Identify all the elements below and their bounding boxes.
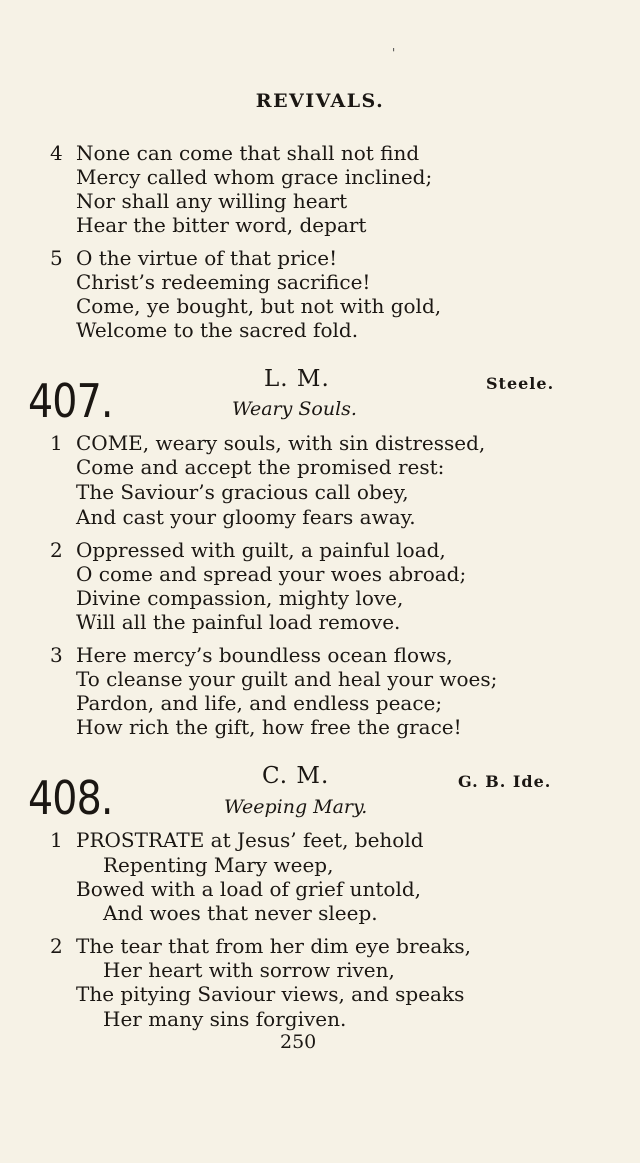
- page-header: REVIVALS.: [255, 90, 385, 112]
- hymn-meter: C. M.: [262, 763, 330, 789]
- verse-line: To cleanse your guilt and heal your woes;: [76, 667, 498, 691]
- hymn-meter: L. M.: [264, 366, 330, 392]
- hymn-author: G. B. Ide.: [458, 772, 552, 791]
- stanza-number: 3: [50, 643, 63, 667]
- verse-line: Here mercy’s boundless ocean flows,: [76, 643, 453, 667]
- hymn-number: 407.: [28, 374, 113, 428]
- hymn-title: Weary Souls.: [232, 398, 357, 420]
- verse-line: COME, weary souls, with sin distressed,: [76, 431, 486, 455]
- verse-line: Oppressed with guilt, a painful load,: [76, 538, 446, 562]
- verse-line: Will all the painful load remove.: [76, 610, 401, 634]
- verse-line: Divine compassion, mighty love,: [76, 586, 404, 610]
- verse-line: Come, ye bought, but not with gold,: [76, 294, 442, 318]
- margin-mark: ': [392, 46, 396, 60]
- stanza-number: 1: [50, 828, 63, 852]
- verse-line: O come and spread your woes abroad;: [76, 562, 467, 586]
- hymn-number: 408.: [28, 771, 113, 825]
- verse-line: Pardon, and life, and endless peace;: [76, 691, 443, 715]
- verse-line: The tear that from her dim eye breaks,: [76, 934, 472, 958]
- hymn-title: Weeping Mary.: [224, 796, 368, 818]
- stanza-number: 2: [50, 934, 63, 958]
- verse-line: The pitying Saviour views, and speaks: [76, 982, 465, 1006]
- stanza-number: 1: [50, 431, 63, 455]
- verse-line: Mercy called whom grace inclined;: [76, 165, 433, 189]
- stanza-number: 5: [50, 246, 63, 270]
- verse-line: How rich the gift, how free the grace!: [76, 715, 462, 739]
- verse-line: Repenting Mary weep,: [103, 853, 334, 877]
- verse-line: Her heart with sorrow riven,: [103, 958, 395, 982]
- stanza-number: 4: [50, 141, 63, 165]
- verse-line: Hear the bitter word, depart: [76, 213, 367, 237]
- verse-line: Come and accept the promised rest:: [76, 455, 445, 479]
- verse-line: O the virtue of that price!: [76, 246, 338, 270]
- verse-line: PROSTRATE at Jesus’ feet, behold: [76, 828, 424, 852]
- verse-line: Bowed with a load of grief untold,: [76, 877, 421, 901]
- verse-line: The Saviour’s gracious call obey,: [76, 480, 409, 504]
- verse-line: Her many sins forgiven.: [103, 1007, 347, 1031]
- verse-line: And cast your gloomy fears away.: [76, 505, 416, 529]
- page-number: 250: [280, 1031, 317, 1053]
- verse-line: None can come that shall not find: [76, 141, 420, 165]
- verse-line: Christ’s redeeming sacrifice!: [76, 270, 371, 294]
- verse-line: And woes that never sleep.: [103, 901, 378, 925]
- stanza-number: 2: [50, 538, 63, 562]
- hymn-author: Steele.: [486, 374, 555, 393]
- verse-line: Nor shall any willing heart: [76, 189, 348, 213]
- verse-line: Welcome to the sacred fold.: [76, 318, 359, 342]
